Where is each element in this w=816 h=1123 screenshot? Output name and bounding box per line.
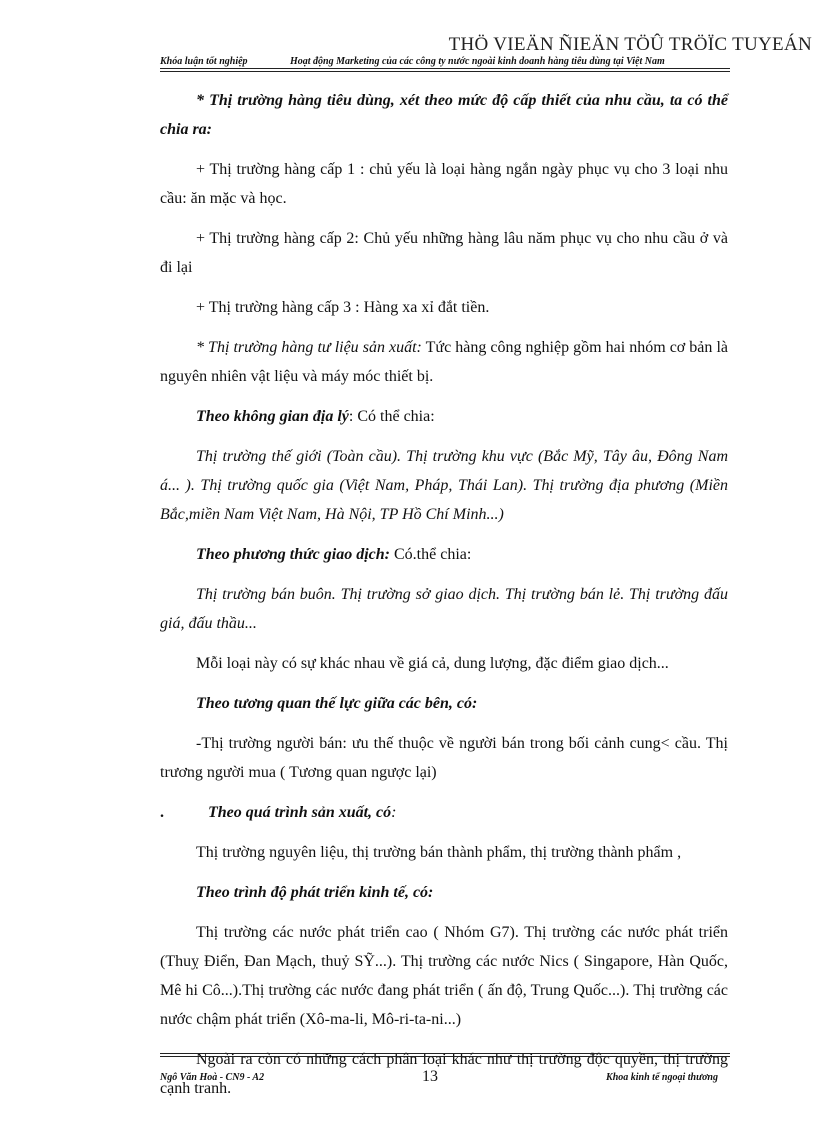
paragraph-production-goods — [160, 333, 728, 391]
paragraph-trade-difference: Mỗi loại này có sự khác nhau về giá cả, dung lượng, đặc điểm giao dịch... — [196, 655, 669, 672]
heading-power-relation: Theo tương quan thế lực giữa các bên, có: — [196, 695, 478, 712]
footer-faculty: Khoa kinh tế ngoại thương — [606, 1072, 718, 1083]
heading-geography-rest: : Có thể chia: — [348, 408, 435, 425]
paragraph-other-classifications: Ngoài ra còn có những cách phân loại khác như thị trường độc quyền, thị trường cạnh tranh. — [160, 1051, 728, 1097]
heading-production-colon: : — [391, 804, 397, 821]
heading-geography — [160, 402, 728, 431]
page-body — [160, 86, 728, 1114]
header-left: Khóa luận tốt nghiệp — [160, 56, 248, 67]
paragraph-grade-1: + Thị trường hàng cấp 1 : chủ yếu là loại hàng ngắn ngày phục vụ cho 3 loại nhu cầu: ăn mặc và học. — [160, 161, 728, 207]
heading-production-label: Theo quá trình sản xuất, có — [208, 804, 392, 821]
page-footer — [160, 1068, 730, 1088]
heading-geography-label: Theo không gian địa lý — [196, 408, 349, 425]
heading-trade-rest: Có.thể chia: — [390, 546, 472, 563]
header-rule — [160, 68, 730, 69]
heading-production-text — [208, 798, 396, 827]
footer-rule — [160, 1053, 730, 1054]
bullet-dot: . — [160, 804, 164, 821]
footer-author: Ngô Văn Hoà - CN9 - A2 — [160, 1072, 265, 1083]
paragraph-grade-2: + Thị trường hàng cấp 2: Chủ yếu những hàng lâu năm phục vụ cho nhu cầu ở và đi lại — [160, 230, 728, 276]
page-number: 13 — [422, 1068, 438, 1085]
header-rule-2 — [160, 71, 730, 72]
header-right: Hoạt động Marketing của các công ty nước ngoài kinh doanh hàng tiêu dùng tại Việt Nam — [290, 56, 665, 67]
heading-trade-method — [160, 540, 728, 569]
footer-rule-2 — [160, 1056, 730, 1057]
paragraph-power-relation: -Thị trường người bán: ưu thế thuộc về người bán trong bối cảnh cung< cầu. Thị trương người mua ( Tương quan ngược lại) — [160, 735, 728, 781]
paragraph-trade-method: Thị trường bán buôn. Thị trường sở giao dịch. Thị trường bán lẻ. Thị trường đấu giá, đấu thầu... — [160, 586, 728, 632]
page-header — [160, 56, 730, 68]
paragraph-consumer-market: * Thị trường hàng tiêu dùng, xét theo mức độ cấp thiết của nhu cầu, ta có thể chia ra: — [160, 92, 728, 138]
production-goods-label: * Thị trường hàng tư liệu sản xuất: — [196, 339, 422, 356]
heading-production-process — [160, 798, 728, 827]
paragraph-geography: Thị trường thế giới (Toàn cầu). Thị trường khu vực (Bắc Mỹ, Tây âu, Đông Nam á... ). Thị trường quốc gia (Việt Nam, Pháp, Thái Lan). Thị trường địa phương (Miền Bắc,miền Nam Việt Nam, Hà Nội, TP Hồ Chí Minh...) — [160, 448, 728, 523]
paragraph-economic-development: Thị trường các nước phát triển cao ( Nhóm G7). Thị trường các nước phát triển (Thuỵ Điển, Đan Mạch, thuỷ SỸ...). Thị trường các nước Nics ( Singapore, Hàn Quốc, Mê hi Cô...).Thị trường các nước đang phát triển ( ấn độ, Trung Quốc...). Thị trường các nước chậm phát triển (Xô-ma-li, Mô-ri-ta-ni...) — [160, 924, 728, 1028]
watermark-library: THÖ VIEÄN ÑIEÄN TÖÛ TRÖÏC TUYEÁN — [448, 34, 812, 55]
paragraph-production-process: Thị trường nguyên liệu, thị trường bán thành phẩm, thị trường thành phẩm , — [196, 844, 682, 861]
heading-economic-development: Theo trình độ phát triển kinh tế, có: — [196, 884, 434, 901]
heading-trade-label: Theo phương thức giao dịch: — [196, 546, 390, 563]
paragraph-grade-3: + Thị trường hàng cấp 3 : Hàng xa xỉ đắt tiền. — [196, 299, 490, 316]
production-goods-text: Tức hàng công nghiệp gồm hai nhóm cơ bản là nguyên nhiên vật liệu và máy móc thiết bị. — [160, 339, 728, 385]
